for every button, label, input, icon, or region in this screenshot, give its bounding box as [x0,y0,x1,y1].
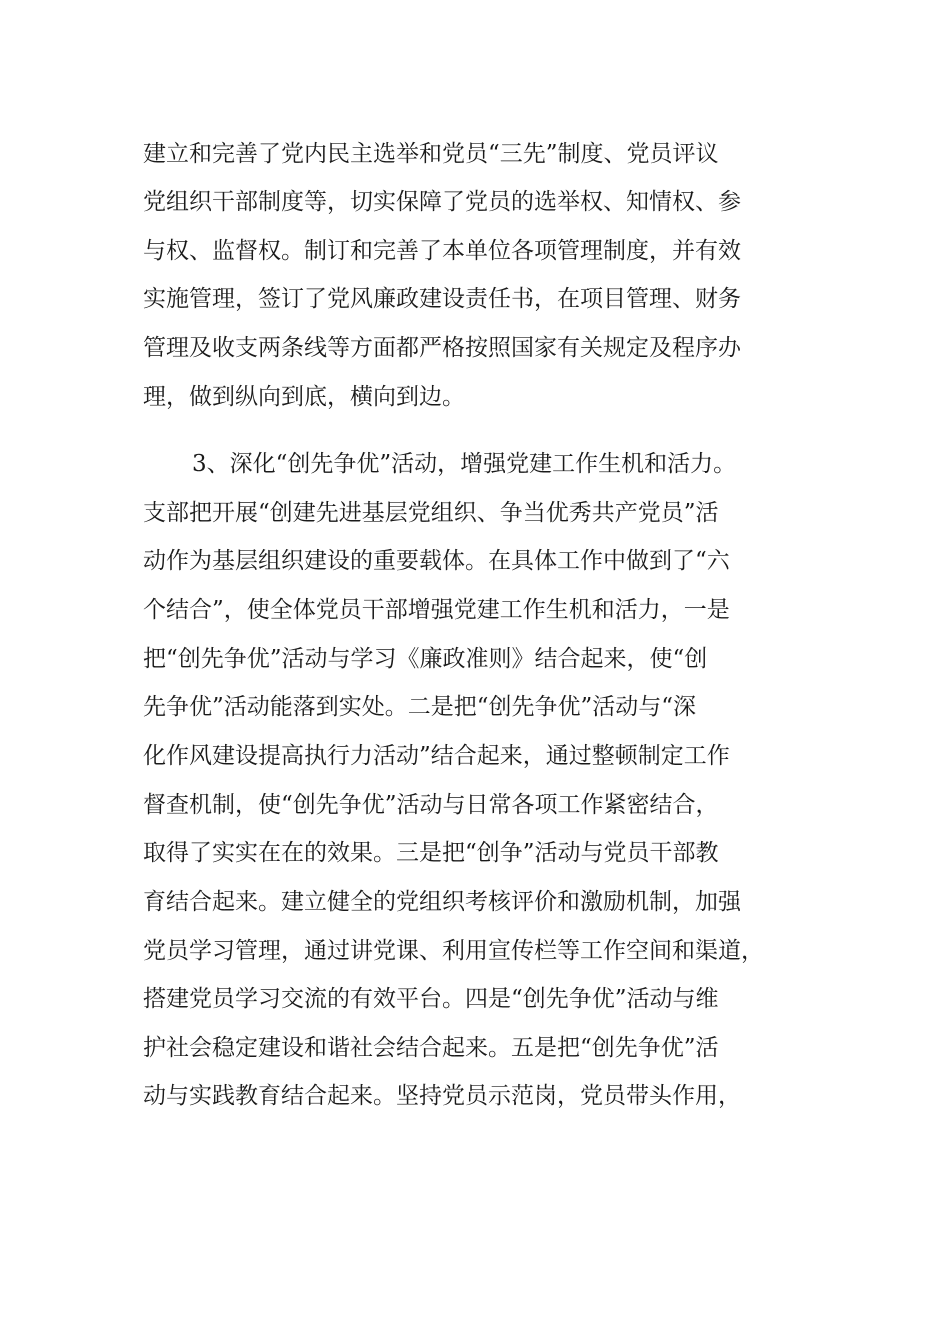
paragraph-line: 取得了实实在在的效果。三是把“创争”活动与党员干部教 [143,840,719,866]
paragraph-line: 党员学习管理，通过讲党课、利用宣传栏等工作空间和渠道， [143,938,764,964]
paragraph-line: 理，做到纵向到底，横向到边。 [143,384,465,410]
paragraph-line: 把“创先争优”活动与学习《廉政准则》结合起来，使“创 [143,646,708,672]
paragraph-line: 支部把开展“创建先进基层党组织、争当优秀共产党员”活 [143,500,719,526]
paragraph-line: 化作风建设提高执行力活动”结合起来，通过整顿制定工作 [143,743,730,769]
paragraph-line: 管理及收支两条线等方面都严格按照国家有关规定及程序办 [143,335,741,361]
paragraph-line: 与权、监督权。制订和完善了本单位各项管理制度，并有效 [143,238,741,264]
paragraph-line: 督查机制，使“创先争优”活动与日常各项工作紧密结合， [143,792,719,818]
paragraph-line: 动与实践教育结合起来。坚持党员示范岗，党员带头作用， [143,1083,741,1109]
paragraph-line: 建立和完善了党内民主选举和党员“三先”制度、党员评议 [143,141,719,167]
section-heading: 3、深化“创先争优”活动，增强党建工作生机和活力。 [192,451,737,477]
paragraph-line: 育结合起来。建立健全的党组织考核评价和激励机制，加强 [143,889,741,915]
paragraph-line: 实施管理，签订了党风廉政建设责任书，在项目管理、财务 [143,286,741,312]
paragraph-line: 护社会稳定建设和谐社会结合起来。五是把“创先争优”活 [143,1035,719,1061]
paragraph-line: 党组织干部制度等，切实保障了党员的选举权、知情权、参 [143,189,741,215]
paragraph-line: 先争优”活动能落到实处。二是把“创先争优”活动与“深 [143,694,697,720]
paragraph-line: 搭建党员学习交流的有效平台。四是“创先争优”活动与维 [143,986,719,1012]
paragraph-line: 动作为基层组织建设的重要载体。在具体工作中做到了“六 [143,548,730,574]
paragraph-line: 个结合”，使全体党员干部增强党建工作生机和活力，一是 [143,597,730,623]
